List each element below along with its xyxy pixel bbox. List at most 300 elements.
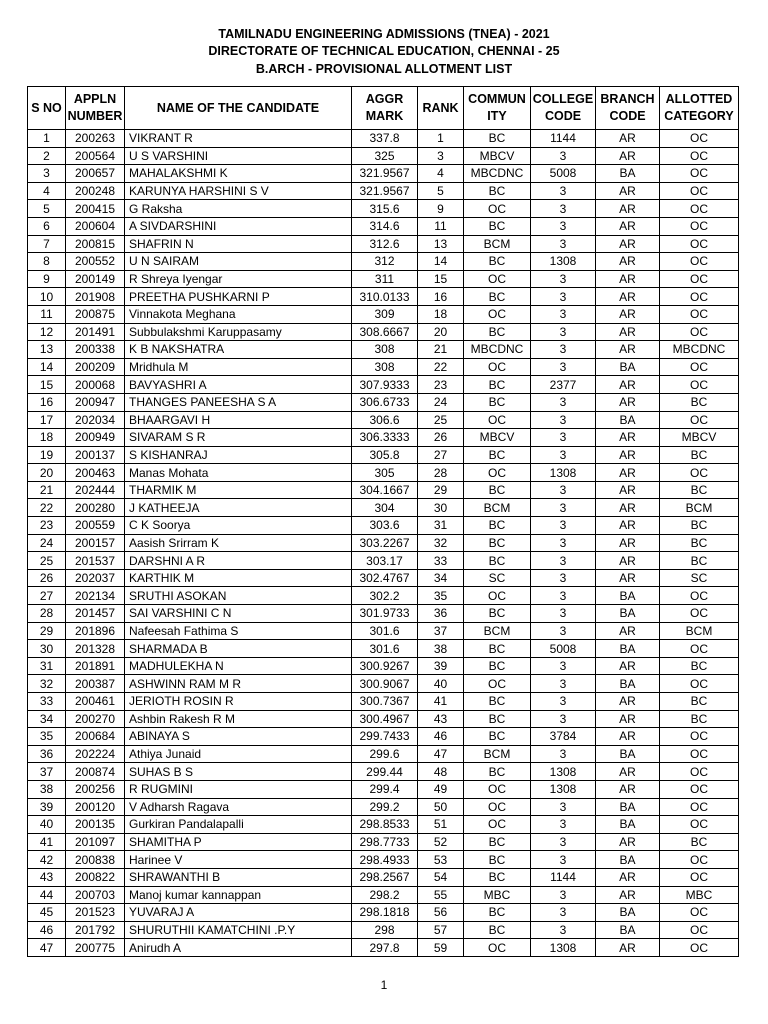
aggr-mark-cell: 299.6 (352, 745, 418, 763)
aggr-mark-cell: 302.4767 (352, 569, 418, 587)
aggr-mark-cell: 315.6 (352, 200, 418, 218)
aggr-mark-cell: 303.2267 (352, 534, 418, 552)
table-row (28, 429, 739, 447)
branch-code-cell: AR (596, 182, 660, 200)
community-cell: OC (464, 587, 531, 605)
college-code-cell: 3 (531, 693, 596, 711)
sno-cell: 36 (28, 745, 66, 763)
aggr-mark-cell: 300.9267 (352, 657, 418, 675)
aggr-mark-cell: 321.9567 (352, 165, 418, 183)
list-title: B.ARCH - PROVISIONAL ALLOTMENT LIST (255, 62, 513, 76)
aggr-mark-cell: 298.4933 (352, 851, 418, 869)
allotted-category-cell: BC (660, 710, 739, 728)
sno-cell: 46 (28, 921, 66, 939)
header-allotted-category-text: CATEGORY (664, 109, 734, 123)
table-row (28, 481, 739, 499)
allotment-table (27, 86, 739, 957)
sno-cell: 10 (28, 288, 66, 306)
allotted-category-cell: OC (660, 147, 739, 165)
table-row (28, 587, 739, 605)
appln-number-cell: 201491 (66, 323, 125, 341)
appln-number-cell: 201328 (66, 640, 125, 658)
community-cell: BC (464, 640, 531, 658)
table-row (28, 745, 739, 763)
college-code-cell: 3 (531, 323, 596, 341)
appln-number-cell: 201896 (66, 622, 125, 640)
rank-cell: 52 (418, 833, 464, 851)
allotted-category-cell: OC (660, 904, 739, 922)
aggr-mark-cell: 300.7367 (352, 693, 418, 711)
college-code-cell: 3 (531, 534, 596, 552)
allotted-category-cell: SC (660, 569, 739, 587)
college-code-cell: 3 (531, 710, 596, 728)
aggr-mark-cell: 301.6 (352, 622, 418, 640)
community-cell: OC (464, 675, 531, 693)
allotted-category-cell: OC (660, 165, 739, 183)
aggr-mark-cell: 309 (352, 305, 418, 323)
college-code-cell: 3 (531, 675, 596, 693)
rank-cell: 28 (418, 464, 464, 482)
table-row (28, 569, 739, 587)
header-rank (418, 87, 464, 130)
appln-number-cell: 200874 (66, 763, 125, 781)
branch-code-cell: AR (596, 622, 660, 640)
rank-cell: 49 (418, 780, 464, 798)
community-cell: MBC (464, 886, 531, 904)
candidate-name-cell: MAHALAKSHMI K (125, 165, 352, 183)
header-appln-number (66, 87, 125, 130)
rank-cell: 31 (418, 517, 464, 535)
document-title: TAMILNADU ENGINEERING ADMISSIONS (TNEA) - 2021 (218, 27, 550, 41)
community-cell: BCM (464, 622, 531, 640)
allotted-category-cell: OC (660, 182, 739, 200)
community-cell: BC (464, 534, 531, 552)
table-row (28, 675, 739, 693)
allotted-category-cell: OC (660, 288, 739, 306)
sno-cell: 23 (28, 517, 66, 535)
aggr-mark-cell: 306.3333 (352, 429, 418, 447)
appln-number-cell: 200604 (66, 217, 125, 235)
table-row (28, 270, 739, 288)
sno-cell: 47 (28, 939, 66, 957)
candidate-name-cell: SHURUTHII KAMATCHINI .P.Y (125, 921, 352, 939)
allotted-category-cell: OC (660, 868, 739, 886)
sno-cell: 14 (28, 358, 66, 376)
header-candidate-name (125, 87, 352, 130)
community-cell: BC (464, 376, 531, 394)
college-code-cell: 3 (531, 886, 596, 904)
rank-cell: 16 (418, 288, 464, 306)
rank-cell: 53 (418, 851, 464, 869)
allotted-category-cell: BC (660, 552, 739, 570)
aggr-mark-cell: 307.9333 (352, 376, 418, 394)
aggr-mark-cell: 301.6 (352, 640, 418, 658)
candidate-name-cell: THANGES PANEESHA S A (125, 393, 352, 411)
candidate-name-cell: SUHAS B S (125, 763, 352, 781)
rank-cell: 21 (418, 341, 464, 359)
appln-number-cell: 200559 (66, 517, 125, 535)
college-code-cell: 2377 (531, 376, 596, 394)
branch-code-cell: AR (596, 270, 660, 288)
sno-cell: 22 (28, 499, 66, 517)
rank-cell: 38 (418, 640, 464, 658)
sno-cell: 28 (28, 605, 66, 623)
branch-code-cell: AR (596, 323, 660, 341)
sno-cell: 31 (28, 657, 66, 675)
appln-number-cell: 200135 (66, 816, 125, 834)
branch-code-cell: AR (596, 886, 660, 904)
sno-cell: 13 (28, 341, 66, 359)
table-row (28, 552, 739, 570)
candidate-name-cell: C K Soorya (125, 517, 352, 535)
sno-cell: 3 (28, 165, 66, 183)
header-community (464, 87, 531, 130)
branch-code-cell: BA (596, 921, 660, 939)
rank-cell: 34 (418, 569, 464, 587)
candidate-name-cell: K B NAKSHATRA (125, 341, 352, 359)
community-cell: BC (464, 763, 531, 781)
college-code-cell: 3 (531, 587, 596, 605)
college-code-cell: 1308 (531, 253, 596, 271)
branch-code-cell: BA (596, 358, 660, 376)
table-row (28, 323, 739, 341)
table-row (28, 710, 739, 728)
header-appln-number-text: APPLN (73, 92, 117, 106)
table-row (28, 288, 739, 306)
candidate-name-cell: SHAMITHA P (125, 833, 352, 851)
allotted-category-cell: OC (660, 376, 739, 394)
rank-cell: 32 (418, 534, 464, 552)
table-row (28, 393, 739, 411)
table-row (28, 165, 739, 183)
allotted-category-cell: OC (660, 235, 739, 253)
college-code-cell: 3 (531, 481, 596, 499)
candidate-name-cell: ASHWINN RAM M R (125, 675, 352, 693)
branch-code-cell: BA (596, 640, 660, 658)
community-cell: OC (464, 411, 531, 429)
sno-cell: 45 (28, 904, 66, 922)
header-allotted-category-text: ALLOTTED (665, 92, 733, 106)
candidate-name-cell: G Raksha (125, 200, 352, 218)
appln-number-cell: 202444 (66, 481, 125, 499)
rank-cell: 3 (418, 147, 464, 165)
allotted-category-cell: OC (660, 217, 739, 235)
aggr-mark-cell: 306.6733 (352, 393, 418, 411)
appln-number-cell: 201523 (66, 904, 125, 922)
community-cell: BC (464, 446, 531, 464)
branch-code-cell: AR (596, 833, 660, 851)
community-cell: BCM (464, 745, 531, 763)
aggr-mark-cell: 300.9067 (352, 675, 418, 693)
candidate-name-cell: R Shreya Iyengar (125, 270, 352, 288)
community-cell: BC (464, 851, 531, 869)
header-aggr-mark (352, 87, 418, 130)
candidate-name-cell: Mridhula M (125, 358, 352, 376)
table-row (28, 886, 739, 904)
appln-number-cell: 200775 (66, 939, 125, 957)
sno-cell: 30 (28, 640, 66, 658)
college-code-cell: 3 (531, 288, 596, 306)
aggr-mark-cell: 303.6 (352, 517, 418, 535)
branch-code-cell: AR (596, 499, 660, 517)
allotted-category-cell: OC (660, 728, 739, 746)
rank-cell: 43 (418, 710, 464, 728)
allotted-category-cell: OC (660, 323, 739, 341)
candidate-name-cell: Anirudh A (125, 939, 352, 957)
rank-cell: 15 (418, 270, 464, 288)
college-code-cell: 3 (531, 305, 596, 323)
table-row (28, 833, 739, 851)
sno-cell: 41 (28, 833, 66, 851)
allotted-category-cell: OC (660, 605, 739, 623)
rank-cell: 29 (418, 481, 464, 499)
allotted-category-cell: OC (660, 816, 739, 834)
rank-cell: 11 (418, 217, 464, 235)
sno-cell: 7 (28, 235, 66, 253)
rank-cell: 23 (418, 376, 464, 394)
candidate-name-cell: SAI VARSHINI C N (125, 605, 352, 623)
header-allotted-category (660, 87, 739, 130)
aggr-mark-cell: 298.1818 (352, 904, 418, 922)
candidate-name-cell: Manoj kumar kannappan (125, 886, 352, 904)
candidate-name-cell: ABINAYA S (125, 728, 352, 746)
college-code-cell: 3 (531, 499, 596, 517)
rank-cell: 24 (418, 393, 464, 411)
appln-number-cell: 200838 (66, 851, 125, 869)
candidate-name-cell: S KISHANRAJ (125, 446, 352, 464)
candidate-name-cell: U N SAIRAM (125, 253, 352, 271)
header-branch-code (596, 87, 660, 130)
college-code-cell: 3 (531, 657, 596, 675)
candidate-name-cell: Nafeesah Fathima S (125, 622, 352, 640)
college-code-cell: 3 (531, 552, 596, 570)
college-code-cell: 3 (531, 393, 596, 411)
community-cell: BC (464, 605, 531, 623)
candidate-name-cell: SHARMADA B (125, 640, 352, 658)
aggr-mark-cell: 306.6 (352, 411, 418, 429)
community-cell: SC (464, 569, 531, 587)
header-college-code (531, 87, 596, 130)
college-code-cell: 3 (531, 851, 596, 869)
rank-cell: 59 (418, 939, 464, 957)
sno-cell: 6 (28, 217, 66, 235)
rank-cell: 35 (418, 587, 464, 605)
community-cell: OC (464, 798, 531, 816)
rank-cell: 54 (418, 868, 464, 886)
rank-cell: 5 (418, 182, 464, 200)
branch-code-cell: BA (596, 605, 660, 623)
candidate-name-cell: SHAFRIN N (125, 235, 352, 253)
branch-code-cell: AR (596, 780, 660, 798)
community-cell: BC (464, 517, 531, 535)
allotted-category-cell: OC (660, 745, 739, 763)
college-code-cell: 3 (531, 270, 596, 288)
table-row (28, 939, 739, 957)
rank-cell: 56 (418, 904, 464, 922)
community-cell: OC (464, 939, 531, 957)
aggr-mark-cell: 299.4 (352, 780, 418, 798)
allotted-category-cell: OC (660, 358, 739, 376)
rank-cell: 26 (418, 429, 464, 447)
candidate-name-cell: J KATHEEJA (125, 499, 352, 517)
branch-code-cell: AR (596, 253, 660, 271)
allotted-category-cell: BC (660, 833, 739, 851)
header-branch-code-text: CODE (609, 109, 646, 123)
appln-number-cell: 200815 (66, 235, 125, 253)
branch-code-cell: BA (596, 165, 660, 183)
candidate-name-cell: Subbulakshmi Karuppasamy (125, 323, 352, 341)
sno-cell: 2 (28, 147, 66, 165)
appln-number-cell: 200703 (66, 886, 125, 904)
appln-number-cell: 201097 (66, 833, 125, 851)
appln-number-cell: 200248 (66, 182, 125, 200)
table-row (28, 657, 739, 675)
aggr-mark-cell: 308 (352, 358, 418, 376)
community-cell: BC (464, 288, 531, 306)
table-row (28, 130, 739, 148)
rank-cell: 4 (418, 165, 464, 183)
appln-number-cell: 200338 (66, 341, 125, 359)
sno-cell: 34 (28, 710, 66, 728)
candidate-name-cell: Manas Mohata (125, 464, 352, 482)
branch-code-cell: AR (596, 763, 660, 781)
college-code-cell: 3 (531, 235, 596, 253)
community-cell: BC (464, 253, 531, 271)
rank-cell: 30 (418, 499, 464, 517)
candidate-name-cell: SHRAWANTHI B (125, 868, 352, 886)
branch-code-cell: AR (596, 693, 660, 711)
allotted-category-cell: OC (660, 464, 739, 482)
branch-code-cell: AR (596, 288, 660, 306)
appln-number-cell: 200552 (66, 253, 125, 271)
allotted-category-cell: OC (660, 675, 739, 693)
aggr-mark-cell: 301.9733 (352, 605, 418, 623)
college-code-cell: 3 (531, 446, 596, 464)
branch-code-cell: AR (596, 517, 660, 535)
candidate-name-cell: V Adharsh Ragava (125, 798, 352, 816)
allotted-category-cell: BC (660, 517, 739, 535)
college-code-cell: 1144 (531, 130, 596, 148)
community-cell: MBCV (464, 429, 531, 447)
appln-number-cell: 201792 (66, 921, 125, 939)
candidate-name-cell: A SIVDARSHINI (125, 217, 352, 235)
sno-cell: 15 (28, 376, 66, 394)
sno-cell: 37 (28, 763, 66, 781)
header-sno-text: S NO (31, 100, 62, 115)
sno-cell: 5 (28, 200, 66, 218)
appln-number-cell: 202224 (66, 745, 125, 763)
community-cell: OC (464, 816, 531, 834)
table-row (28, 341, 739, 359)
community-cell: BC (464, 481, 531, 499)
allotted-category-cell: OC (660, 851, 739, 869)
community-cell: MBCV (464, 147, 531, 165)
table-row (28, 851, 739, 869)
candidate-name-cell: PREETHA PUSHKARNI P (125, 288, 352, 306)
branch-code-cell: AR (596, 464, 660, 482)
table-row (28, 217, 739, 235)
sno-cell: 33 (28, 693, 66, 711)
candidate-name-cell: SIVARAM S R (125, 429, 352, 447)
rank-cell: 25 (418, 411, 464, 429)
document-subtitle: DIRECTORATE OF TECHNICAL EDUCATION, CHENNAI - 25 (208, 44, 560, 58)
aggr-mark-cell: 304.1667 (352, 481, 418, 499)
allotted-category-cell: OC (660, 253, 739, 271)
community-cell: BC (464, 393, 531, 411)
aggr-mark-cell: 312 (352, 253, 418, 271)
candidate-name-cell: JERIOTH ROSIN R (125, 693, 352, 711)
college-code-cell: 3 (531, 622, 596, 640)
branch-code-cell: BA (596, 745, 660, 763)
college-code-cell: 3 (531, 517, 596, 535)
appln-number-cell: 200564 (66, 147, 125, 165)
sno-cell: 39 (28, 798, 66, 816)
table-row (28, 376, 739, 394)
appln-number-cell: 200684 (66, 728, 125, 746)
allotted-category-cell: OC (660, 270, 739, 288)
table-row (28, 868, 739, 886)
table-row (28, 305, 739, 323)
community-cell: OC (464, 464, 531, 482)
college-code-cell: 1308 (531, 939, 596, 957)
sno-cell: 25 (28, 552, 66, 570)
appln-number-cell: 200157 (66, 534, 125, 552)
allotted-category-cell: OC (660, 130, 739, 148)
branch-code-cell: AR (596, 147, 660, 165)
community-cell: BC (464, 217, 531, 235)
aggr-mark-cell: 311 (352, 270, 418, 288)
college-code-cell: 1308 (531, 763, 596, 781)
header-sno (28, 87, 66, 130)
community-cell: BC (464, 323, 531, 341)
page-number: 1 (380, 978, 388, 992)
sno-cell: 4 (28, 182, 66, 200)
aggr-mark-cell: 303.17 (352, 552, 418, 570)
community-cell: BC (464, 833, 531, 851)
appln-number-cell: 200263 (66, 130, 125, 148)
candidate-name-cell: THARMIK M (125, 481, 352, 499)
aggr-mark-cell: 302.2 (352, 587, 418, 605)
rank-cell: 40 (418, 675, 464, 693)
community-cell: BC (464, 693, 531, 711)
allotted-category-cell: MBCV (660, 429, 739, 447)
sno-cell: 9 (28, 270, 66, 288)
allotted-category-cell: OC (660, 921, 739, 939)
appln-number-cell: 202034 (66, 411, 125, 429)
branch-code-cell: AR (596, 393, 660, 411)
aggr-mark-cell: 314.6 (352, 217, 418, 235)
branch-code-cell: AR (596, 200, 660, 218)
table-row (28, 182, 739, 200)
sno-cell: 35 (28, 728, 66, 746)
candidate-name-cell: U S VARSHINI (125, 147, 352, 165)
aggr-mark-cell: 312.6 (352, 235, 418, 253)
table-row (28, 605, 739, 623)
community-cell: OC (464, 780, 531, 798)
rank-cell: 48 (418, 763, 464, 781)
sno-cell: 8 (28, 253, 66, 271)
branch-code-cell: AR (596, 446, 660, 464)
allotted-category-cell: OC (660, 200, 739, 218)
college-code-cell: 3 (531, 745, 596, 763)
branch-code-cell: AR (596, 534, 660, 552)
appln-number-cell: 200270 (66, 710, 125, 728)
sno-cell: 43 (28, 868, 66, 886)
allotted-category-cell: BC (660, 393, 739, 411)
college-code-cell: 3 (531, 833, 596, 851)
table-row (28, 904, 739, 922)
table-row (28, 763, 739, 781)
